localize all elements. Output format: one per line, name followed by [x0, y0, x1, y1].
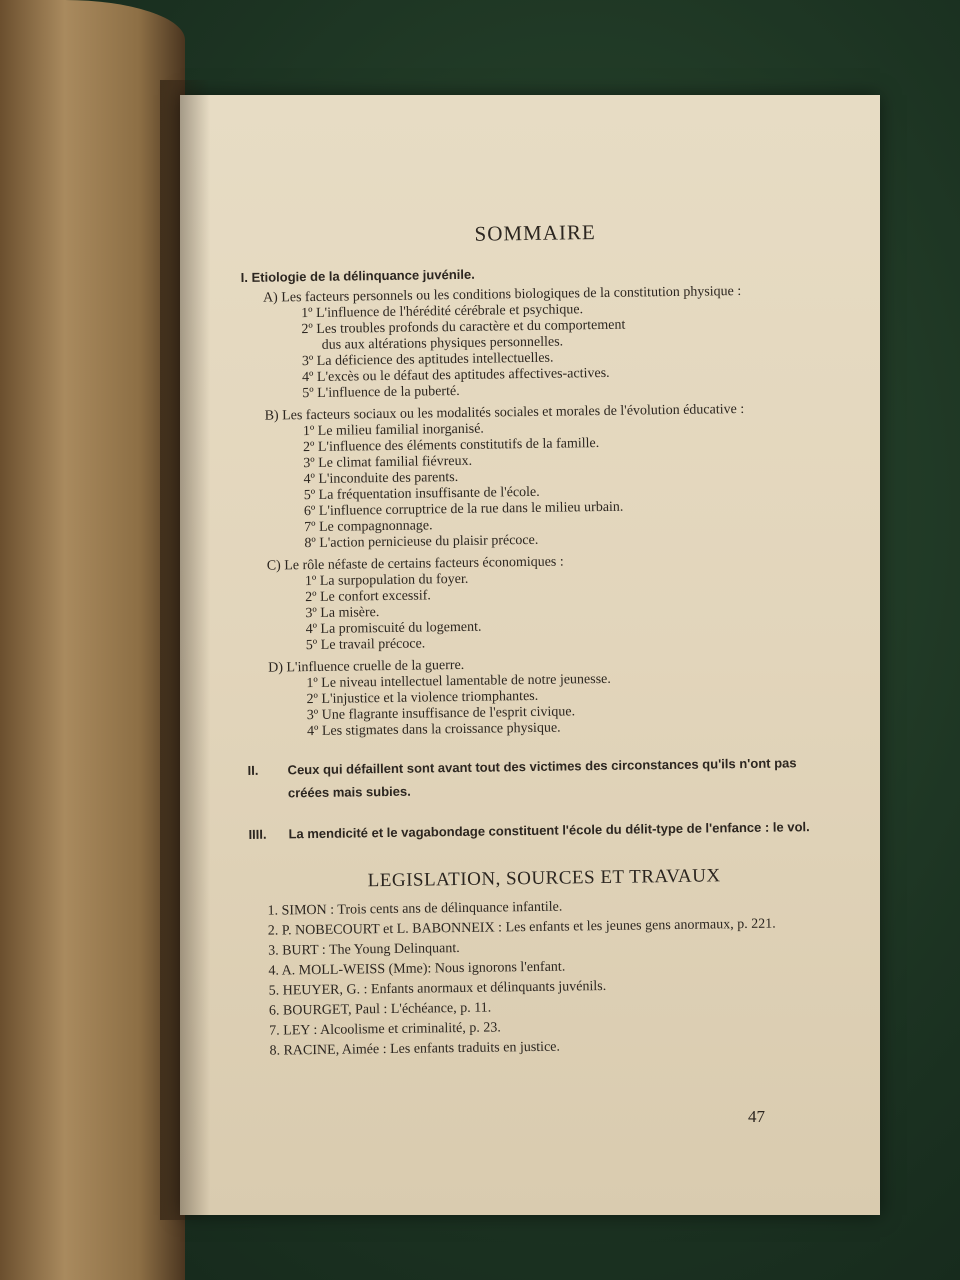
- legislation-title: LEGISLATION, SOURCES ET TRAVAUX: [367, 865, 721, 892]
- left-page-edge: [0, 0, 185, 1280]
- section-2-text: Ceux qui défaillent sont avant tout des victimes des circonstances qu'ils n'ont pas créées mais subies.: [287, 755, 797, 801]
- list-item: 3º La déficience des aptitudes intellectuelles.: [301, 350, 554, 370]
- list-item: 6º L'influence corruptrice de la rue dans le milieu urbain.: [303, 499, 624, 520]
- list-item: 1º La surpopulation du foyer.: [304, 571, 469, 590]
- section-3-text: La mendicité et le vagabondage constituent l'école du délit-type de l'enfance : le vol.: [288, 819, 810, 842]
- list-item: 1º Le niveau intellectuel lamentable de notre jeunesse.: [306, 671, 611, 692]
- list-item: 2º L'injustice et la violence triomphantes.: [306, 688, 539, 708]
- section-3-number: IIII.: [248, 826, 267, 842]
- list-item: 1º L'influence de l'hérédité cérébrale et psychique.: [301, 302, 584, 322]
- group-b: [265, 401, 835, 553]
- reference-item: 3. BURT : The Young Delinquant.: [268, 941, 460, 959]
- reference-item: 7. LEY : Alcoolisme et criminalité, p. 23.: [269, 1020, 501, 1039]
- group-c: [267, 551, 836, 655]
- list-item: 4º L'excès ou le défaut des aptitudes affectives-actives.: [302, 365, 610, 386]
- reference-item: 5. HEUYER, G. : Enfants anormaux et délinquants juvénils.: [268, 978, 607, 999]
- reference-item: 1. SIMON : Trois cents ans de délinquance infantile.: [267, 899, 563, 919]
- page-content: [240, 217, 842, 1062]
- page-title: SOMMAIRE: [474, 220, 596, 246]
- book-page: [180, 95, 880, 1215]
- list-item: 3º Une flagrante insuffisance de l'esprit civique.: [306, 704, 576, 724]
- reference-item: 8. RACINE, Aimée : Les enfants traduits en justice.: [269, 1039, 561, 1059]
- list-item: 5º L'influence de la puberté.: [302, 383, 460, 402]
- page-number: 47: [748, 1107, 765, 1126]
- group-a-heading: A) Les facteurs personnels ou les conditions biologiques de la constitution physique :: [262, 284, 742, 306]
- list-item: 2º Les troubles profonds du caractère et du comportement: [301, 317, 626, 338]
- reference-item: 4. A. MOLL-WEISS (Mme): Nous ignorons l'enfant.: [268, 959, 566, 979]
- group-a: [263, 283, 833, 403]
- list-item: 2º Le confort excessif.: [305, 588, 431, 606]
- list-item: 2º L'influence des éléments constitutifs de la famille.: [303, 436, 600, 456]
- list-item: 5º Le travail précoce.: [305, 636, 426, 654]
- section-1-heading: I. Etiologie de la délinquance juvénile.: [240, 266, 475, 285]
- section-2-number: II.: [247, 762, 259, 778]
- list-item: 7º Le compagnonnage.: [304, 518, 433, 536]
- reference-item: 2. P. NOBECOURT et L. BABONNEIX : Les enfants et les jeunes gens anormaux, p. 221.: [267, 916, 776, 939]
- group-b-heading: B) Les facteurs sociaux ou les modalités sociales et morales de l'évolution éducative :: [264, 401, 745, 424]
- section-2: [247, 751, 838, 805]
- list-item: 4º La promiscuité du logement.: [305, 619, 482, 638]
- group-c-heading: C) Le rôle néfaste de certains facteurs économiques :: [266, 554, 564, 574]
- list-item: 3º Le climat familial fiévreux.: [303, 453, 473, 472]
- list-item: 3º La misère.: [305, 605, 380, 622]
- list-item: dus aux altérations physiques personnelles.: [321, 334, 564, 353]
- reference-item: 6. BOURGET, Paul : L'échéance, p. 11.: [268, 1000, 492, 1019]
- list-item: 4º L'inconduite des parents.: [303, 469, 459, 488]
- group-d-heading: D) L'influence cruelle de la guerre.: [268, 657, 465, 676]
- group-d: [268, 653, 837, 741]
- section-3: [248, 815, 838, 846]
- list-item: 4º Les stigmates dans la croissance physique.: [306, 720, 561, 740]
- list-item: 8º L'action pernicieuse du plaisir précoce.: [304, 532, 539, 552]
- list-item: 5º La fréquentation insuffisante de l'école.: [303, 484, 540, 504]
- list-item: 1º Le milieu familial inorganisé.: [302, 421, 484, 440]
- gutter-shadow: [160, 80, 210, 1220]
